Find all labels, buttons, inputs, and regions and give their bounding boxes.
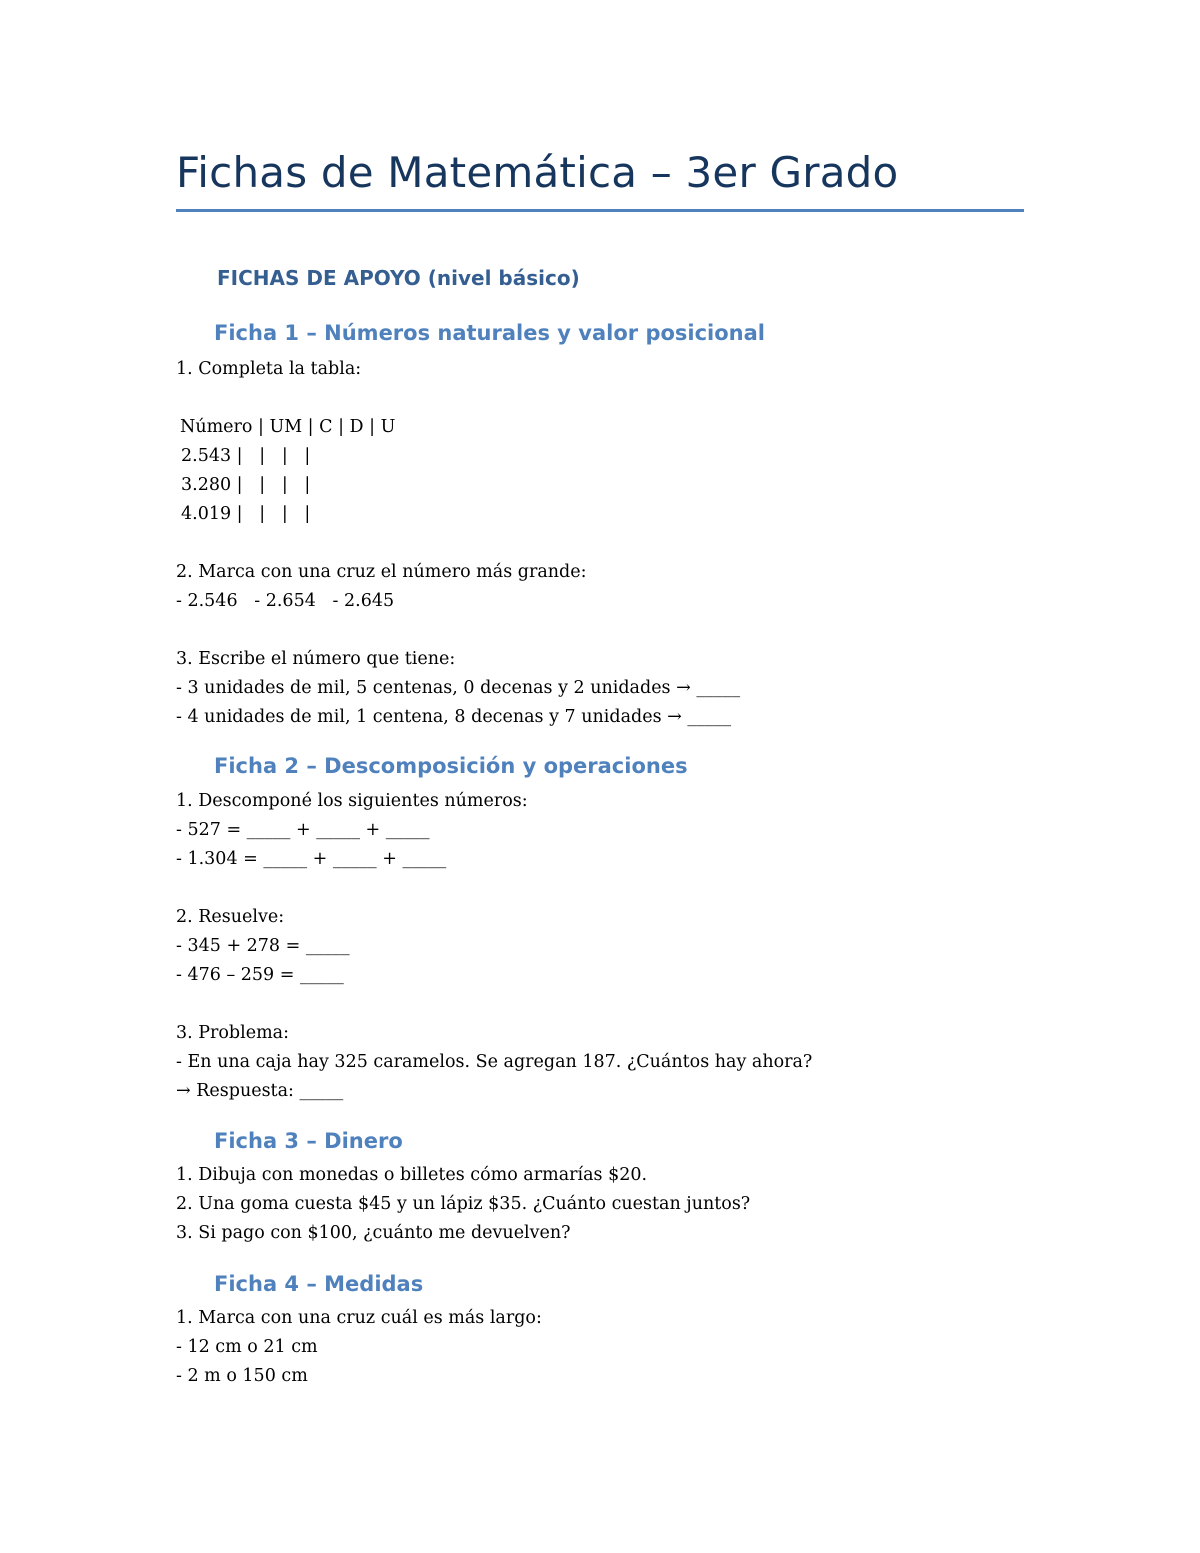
ficha-1-line: 1. Completa la tabla: [176,359,362,379]
ficha-1-line: 3. Escribe el número que tiene: [176,649,456,669]
title-underline [176,209,1024,212]
ficha-4-heading: Ficha 4 – Medidas [214,1272,424,1296]
ficha-3-line: 1. Dibuja con monedas o billetes cómo armarías $20. [176,1165,648,1185]
ficha-2-heading: Ficha 2 – Descomposición y operaciones [214,754,688,778]
ficha-2-line: - En una caja hay 325 caramelos. Se agregan 187. ¿Cuántos hay ahora? [176,1052,813,1072]
ficha-2-line: 3. Problema: [176,1023,290,1043]
ficha-2-line: 2. Resuelve: [176,907,285,927]
ficha-2-line: - 527 = _____ + _____ + _____ [176,820,430,840]
ficha-3-line: 3. Si pago con $100, ¿cuánto me devuelven? [176,1223,571,1243]
document-title: Fichas de Matemática – 3er Grado [176,148,899,197]
ficha-2-line: - 345 + 278 = _____ [176,936,350,956]
ficha-1-line: - 3 unidades de mil, 5 centenas, 0 decenas y 2 unidades → _____ [176,678,741,698]
section-heading: FICHAS DE APOYO (nivel básico) [217,266,580,290]
ficha-2-line: - 1.304 = _____ + _____ + _____ [176,849,447,869]
ficha-1-line: 2. Marca con una cruz el número más grande: [176,562,587,582]
ficha-4-line: - 12 cm o 21 cm [176,1337,318,1357]
ficha-3-heading: Ficha 3 – Dinero [214,1129,403,1153]
ficha-1-heading: Ficha 1 – Números naturales y valor posicional [214,321,765,345]
ficha-3-line: 2. Una goma cuesta $45 y un lápiz $35. ¿Cuánto cuestan juntos? [176,1194,751,1214]
ficha-2-line: - 476 – 259 = _____ [176,965,344,985]
ficha-1-table-row: 4.019 | | | | [181,504,311,524]
ficha-1-line: - 4 unidades de mil, 1 centena, 8 decenas y 7 unidades → _____ [176,707,732,727]
ficha-2-line: → Respuesta: _____ [176,1081,344,1101]
ficha-1-line: - 2.546 - 2.654 - 2.645 [176,591,395,611]
ficha-4-line: - 2 m o 150 cm [176,1366,308,1386]
ficha-1-table-row: 3.280 | | | | [181,475,311,495]
ficha-2-line: 1. Descomponé los siguientes números: [176,791,528,811]
ficha-1-table-row: 2.543 | | | | [181,446,311,466]
ficha-1-table-header: Número | UM | C | D | U [180,417,396,437]
ficha-4-line: 1. Marca con una cruz cuál es más largo: [176,1308,542,1328]
